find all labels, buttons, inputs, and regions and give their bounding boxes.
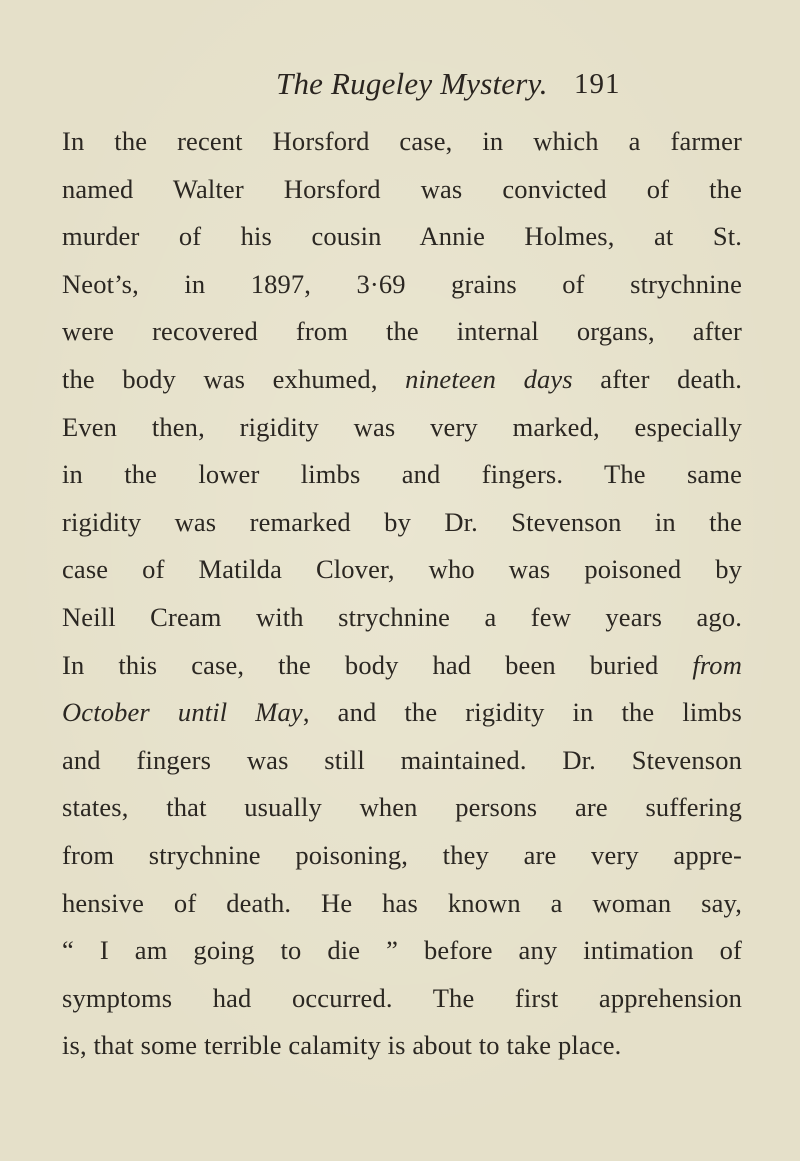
text-segment: symptoms had occurred. The first apprehension bbox=[62, 982, 742, 1013]
page-number: 191 bbox=[574, 68, 621, 100]
text-line bbox=[62, 451, 742, 499]
text-segment: in the lower limbs and fingers. The same bbox=[62, 459, 742, 490]
text-segment: and fingers was still maintained. Dr. Stevenson bbox=[62, 744, 742, 775]
running-head bbox=[0, 66, 800, 106]
text-line bbox=[62, 356, 742, 404]
text-line bbox=[62, 118, 742, 166]
text-line bbox=[62, 213, 742, 261]
text-segment: murder of his cousin Annie Holmes, at St. bbox=[62, 221, 742, 252]
text-segment: named Walter Horsford was convicted of the bbox=[62, 173, 742, 204]
text-line bbox=[62, 308, 742, 356]
text-segment: In the recent Horsford case, in which a farmer bbox=[62, 126, 742, 156]
text-segment: states, that usually when persons are suffering bbox=[62, 792, 742, 823]
text-line bbox=[62, 880, 742, 928]
text-segment: , and the rigidity in the limbs bbox=[302, 697, 742, 728]
text-segment: Neot’s, in 1897, 3·69 grains of strychnine bbox=[62, 268, 742, 299]
body-paragraph bbox=[62, 118, 742, 1070]
text-line bbox=[62, 975, 742, 1023]
text-segment: rigidity was remarked by Dr. Stevenson in the bbox=[62, 506, 742, 537]
text-segment: after death. bbox=[572, 363, 742, 394]
text-line bbox=[62, 546, 742, 594]
text-line bbox=[62, 1022, 742, 1070]
text-line bbox=[62, 832, 742, 880]
text-segment: were recovered from the internal organs, after bbox=[62, 316, 742, 347]
italic-text: October until May bbox=[62, 697, 303, 728]
italic-text: nineteen days bbox=[405, 363, 573, 394]
running-title: The Rugeley Mystery. bbox=[276, 66, 548, 101]
text-line bbox=[62, 784, 742, 832]
text-segment: hensive of death. He has known a woman say, bbox=[62, 887, 742, 918]
text-segment: Even then, rigidity was very marked, especially bbox=[62, 411, 742, 442]
text-line bbox=[62, 404, 742, 452]
text-line bbox=[62, 927, 742, 975]
text-line bbox=[62, 261, 742, 309]
text-line bbox=[62, 166, 742, 214]
text-segment: the body was exhumed, bbox=[62, 363, 406, 394]
text-segment: “ I am going to die ” before any intimation of bbox=[62, 935, 742, 966]
text-line bbox=[62, 499, 742, 547]
text-segment: In this case, the body had been buried bbox=[62, 649, 693, 680]
text-line bbox=[62, 689, 742, 737]
italic-text: from bbox=[692, 649, 742, 680]
text-line bbox=[62, 642, 742, 690]
text-segment: Neill Cream with strychnine a few years ago. bbox=[62, 601, 742, 632]
text-segment: is, that some terrible calamity is about to take place. bbox=[62, 1030, 622, 1061]
text-line bbox=[62, 737, 742, 785]
text-segment: case of Matilda Clover, who was poisoned by bbox=[62, 554, 742, 585]
text-segment: from strychnine poisoning, they are very appre- bbox=[62, 839, 742, 870]
text-line bbox=[62, 594, 742, 642]
